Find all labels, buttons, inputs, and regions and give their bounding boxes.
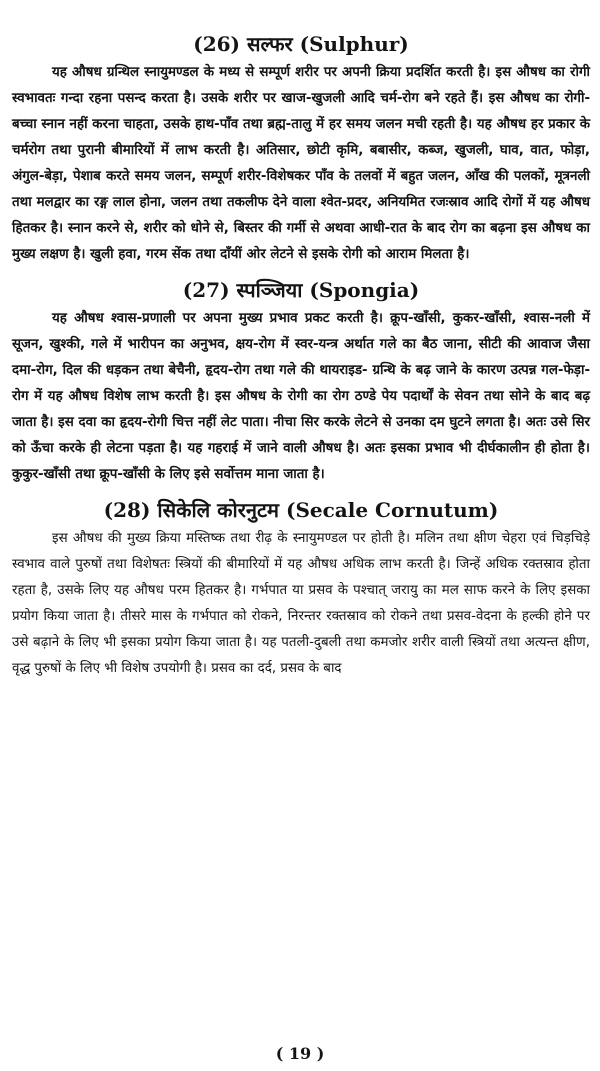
- section-heading-sulphur: (26) सल्फर (Sulphur): [193, 32, 409, 56]
- page-number: ( 19 ): [275, 1044, 325, 1063]
- section-body-sulphur: यह औषध ग्रन्थिल स्नायुमण्डल के मध्य से सम्पूर्ण शरीर पर अपनी क्रिया प्रदर्शित करती है। इस औषध का रोगी स्वभावतः गन्दा रहना पसन्द करता है। उसके शरीर पर खाज-खुजली आदि चर्म-रोग बने रहते हैं। इस औषध का रोगी-बच्चा स्नान नहीं करना चाहता, उसके हाथ-पाँव तथा ब्रह्म-तालु में हर समय जलन मची रहती है। यह औषध हर प्रकार के चर्मरोग तथा पुरानी बीमारियों में लाभ करती है। अतिसार, छोटी कृमि, बबासीर, कब्ज, खुजली, घाव, वात, फोड़ा, अंगुल-बेड़ा, पेशाब करते समय जलन, सम्पूर्ण शरीर-विशेषकर पाँव के तलवों में बहुत जलन, आँख की पलकों, मूत्रनली तथा मलद्वार का रङ्ग लाल होना, जलन तथा तकलीफ देने वाला श्वेत-प्रदर, अनियमित रजःस्राव आदि रोगों में यह औषध हितकर है। स्नान करने से, शरीर को धोने से, बिस्तर की गर्मी से अथवा आधी-रात के बाद रोग का बढ़ना इस औषध का मुख्य लक्षण है। खुली हवा, गरम सेंक तथा दाँयीं ओर लेटने से इसके रोगी को आराम मिलता है।: [12, 65, 590, 262]
- section-body-secale-cornutum: इस औषध की मुख्य क्रिया मस्तिष्क तथा रीढ़ के स्नायुमण्डल पर होती है। मलिन तथा क्षीण चेहरा एवं चिड़चिड़े स्वभाव वाले पुरुषों तथा विशेषतः स्त्रियों की बीमारियों में यह औषध अधिक लाभ करती है। जिन्हें अधिक रक्तस्राव होता रहता है, उसके लिए यह औषध परम हितकर है। गर्भपात या प्रसव के पश्चात् जरायु का मल साफ करने के लिए इसका प्रयोग किया जाता है। तीसरे मास के गर्भपात को रोकने, निरन्तर रक्तस्राव को रोकने तथा प्रसव-वेदना के हल्की होने पर उसे बढ़ाने के लिए भी इसका प्रयोग किया जाता है। यह पतली-दुबली तथा कमजोर शरीर वाली स्त्रियों तथा अत्यन्त क्षीण, वृद्ध पुरुषों के लिए भी विशेष उपयोगी है। प्रसव का दर्द, प्रसव के बाद: [12, 531, 590, 676]
- section-heading-spongia: (27) स्पञ्जिया (Spongia): [182, 278, 420, 302]
- section-body-spongia: यह औषध श्वास-प्रणाली पर अपना मुख्य प्रभाव प्रकट करती है। क्रूप-खाँसी, कुकर-खाँसी, श्वास-नली में सूजन, खुश्की, गले में भारीपन का अनुभव, क्षय-रोग में स्वर-यन्त्र अर्थात गले का बैठ जाना, सीटी की आवाज जैसा दमा-रोग, दिल की धड़कन तथा बेचैनी, हृदय-रोग तथा गले की थायराइड- ग्रन्थि के बढ़ जाने के कारण उत्पन्न गल-फेड़ा-रोग में यह औषध विशेष लाभ करती है। इस औषध के रोगी का रोग ठण्डे पेय पदार्थों के सेवन तथा सोने के बाद बढ़ जाता है। इस दवा का हृदय-रोगी चित्त नहीं लेट पाता। नीचा सिर करके लेटने से उनका दम घुटने लगता है। अतः उसे सिर को ऊँचा करके ही लेटना पड़ता है। यह गहराई में जाने वाली औषध है। अतः इसका प्रभाव भी दीर्घकालीन ही होता है। कुकुर-खाँसी तथा क्रूप-खाँसी के लिए इसे सर्वोत्तम माना जाता है।: [12, 311, 590, 482]
- section-heading-secale-cornutum: (28) सिकेलि कोरनुटम (Secale Cornutum): [103, 498, 499, 522]
